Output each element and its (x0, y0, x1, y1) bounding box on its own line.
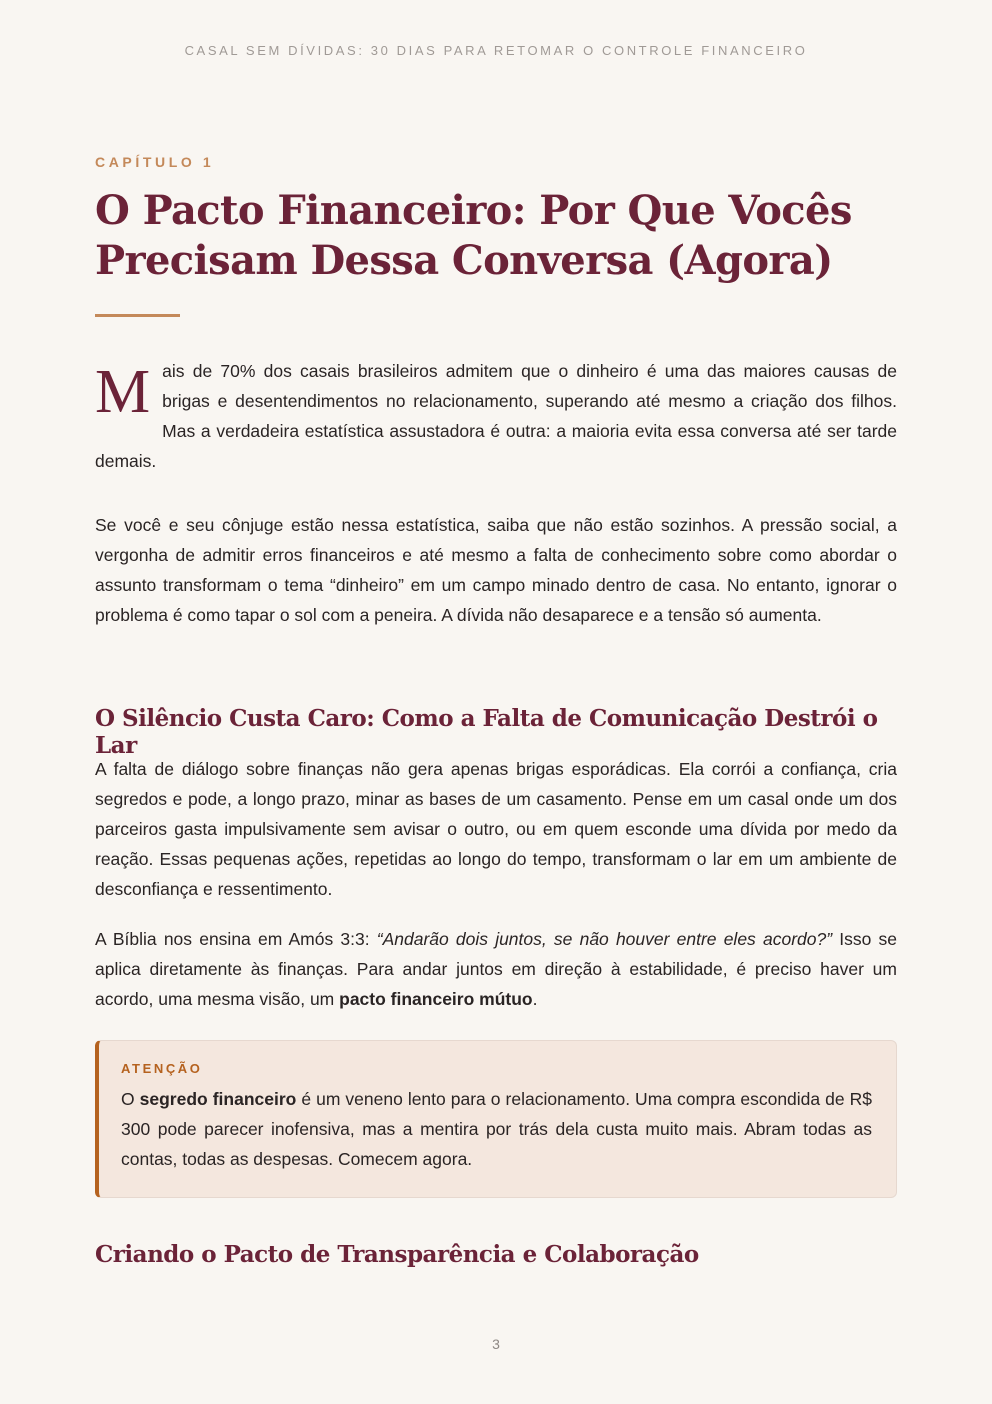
section-heading-pact: Criando o Pacto de Transparência e Colaboração (95, 1241, 699, 1268)
page-number: 3 (492, 1336, 500, 1352)
chapter-title-line1: O Pacto Financeiro: Por Que Vocês (95, 187, 852, 234)
bible-bold: pacto financeiro mútuo (339, 989, 533, 1009)
intro-paragraph (95, 356, 897, 476)
bible-quote: “Andarão dois juntos, se não houver entre eles acordo?” (376, 929, 833, 949)
bible-after: Isso se aplica diretamente às finanças. Para andar juntos em direção à estabilidade, é preciso haver um acordo, uma mesma visão, um (95, 929, 897, 1009)
section-heading-silence: O Silêncio Custa Caro: Como a Falta de Comunicação Destrói o Lar (95, 705, 878, 759)
chapter-label: CAPÍTULO 1 (95, 154, 215, 170)
paragraph-pressure: Se você e seu cônjuge estão nessa estatística, saiba que não estão sozinhos. A pressão social, a vergonha de admitir erros financeiros e até mesmo a falta de conhecimento sobre como abordar o assunto transformam o tema “dinheiro” em um campo minado dentro de casa. No entanto, ignorar o problema é como tapar o sol com a peneira. A dívida não desaparece e a tensão só aumenta. (95, 515, 897, 625)
callout-text-start: O (121, 1089, 140, 1109)
callout-text-bold: segredo financeiro (139, 1089, 297, 1109)
callout-text (121, 1084, 872, 1174)
title-divider (95, 314, 180, 317)
paragraph-dialogue: A falta de diálogo sobre finanças não gera apenas brigas esporádicas. Ela corrói a confiança, cria segredos e pode, a longo prazo, minar as bases de um casamento. Pense em um casal onde um dos parceiros gasta impulsivamente sem avisar o outro, ou em quem esconde uma dívida por medo da reação. Essas pequenas ações, repetidas ao longo do tempo, transformam o lar em um ambiente de desconfiança e ressentimento. (95, 759, 897, 899)
callout-label: ATENÇÃO (121, 1061, 203, 1076)
bible-intro: A Bíblia nos ensina em Amós 3:3: (95, 929, 377, 949)
drop-cap: M (95, 358, 151, 426)
attention-callout (95, 1040, 897, 1198)
callout-text-rest: é um veneno lento para o relacionamento. Uma compra escondida de R$ 300 pode parecer inofensiva, mas a mentira por trás dela custa muito mais. Abram todas as contas, todas as despesas. Comecem agora. (121, 1089, 872, 1169)
running-header: CASAL SEM DÍVIDAS: 30 DIAS PARA RETOMAR O CONTROLE FINANCEIRO (184, 43, 808, 58)
paragraph-bible (95, 924, 897, 1014)
intro-text: ais de 70% dos casais brasileiros admitem que o dinheiro é uma das maiores causas de brigas e desentendimentos no relacionamento, superando até mesmo a criação dos filhos. Mas a verdadeira estatística assustadora é outra: a maioria evita essa conversa até ser tarde demais. (95, 361, 897, 471)
bible-end: . (532, 989, 538, 1009)
chapter-title-line2: Precisam Dessa Conversa (Agora) (95, 237, 833, 284)
chapter-title (95, 186, 897, 286)
